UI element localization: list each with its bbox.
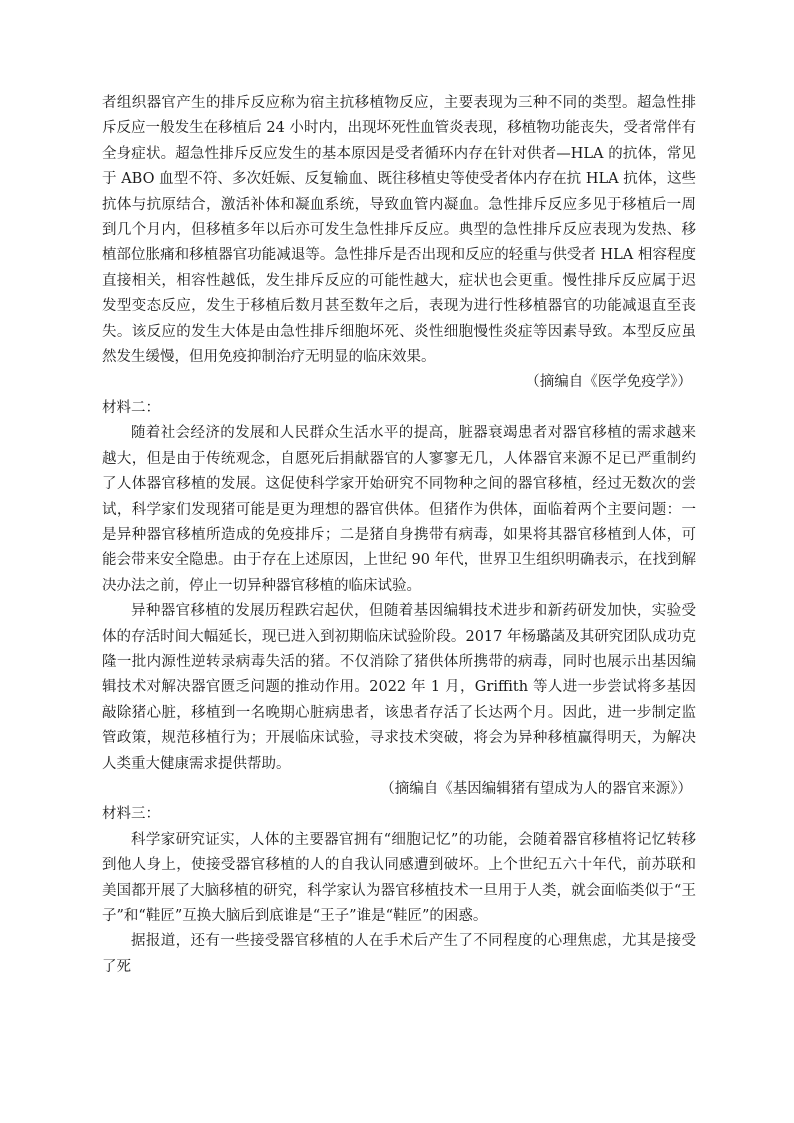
paragraph-2: 随着社会经济的发展和人民群众生活水平的提高，脏器衰竭患者对器官移植的需求越来越大，但是由于传统观念，自愿死后捐献器官的人寥寥无几，人体器官来源不足已严重制约了人体器官移植的发展。这促使科学家开始研究不同物种之间的器官移植，经过无数次的尝试，科学家们发现猪可能是更为理想的器官供体。但猪作为供体，面临着两个主要问题：一是异种器官移植所造成的免疫排斥；二是猪自身携带有病毒，如果将其器官移植到人体，可能会带来安全隐患。由于存在上述原因，上世纪 90 年代，世界卫生组织明确表示，在找到解决办法之前，停止一切异种器官移植的临床试验。: [102, 425, 696, 594]
source-citation-1: （摘编自《医学免疫学》）: [525, 374, 692, 391]
material-two-label: 材料二：: [102, 399, 160, 416]
material-three-label: 材料三：: [102, 806, 160, 823]
paragraph-3: 异种器官移植的发展历程跌宕起伏，但随着基因编辑技术进步和新药研发加快，实验受体的存活时间大幅延长，现已进入到初期临床试验阶段。2017 年杨璐菡及其研究团队成功克隆一批内源性逆转录病毒失活的猪。不仅消除了猪供体所携带的病毒，同时也展示出基因编辑技术对解决器官匮乏问题的推动作用。2022 年 1 月，Griffith 等人进一步尝试将多基因敲除猪心脏，移植到一名晚期心脏病患者，该患者存活了长达两个月。因此，进一步制定监管政策，规范移植行为；开展临床试验，寻求技术突破，将会为异种移植赢得明天，为解决人类重大健康需求提供帮助。: [102, 603, 696, 772]
paragraph-4: 科学家研究证实，人体的主要器官拥有“细胞记忆”的功能，会随着器官移植将记忆转移到他人身上，使接受器官移植的人的自我认同感遭到破坏。上个世纪五六十年代，前苏联和美国都开展了大脑移植的研究，科学家认为器官移植技术一旦用于人类，就会面临类似于“王子”和“鞋匠”互换大脑后到底谁是“王子”谁是“鞋匠”的困惑。: [102, 831, 696, 924]
source-citation-2: （摘编自《基因编辑猪有望成为人的器官来源》）: [380, 780, 692, 797]
document-body: [102, 91, 696, 980]
paragraph-1: 者组织器官产生的排斥反应称为宿主抗移植物反应，主要表现为三种不同的类型。超急性排斥反应一般发生在移植后 24 小时内，出现坏死性血管炎表现，移植物功能丧失，受者常伴有全身症状。超急性排斥反应发生的基本原因是受者循环内存在针对供者—HLA 的抗体，常见于 ABO 血型不符、多次妊娠、反复输血、既往移植史等使受者体内存在抗 HLA 抗体，这些抗体与抗原结合，激活补体和凝血系统，导致血管内凝血。急性排斥反应多见于移植后一周到几个月内，但移植多年以后亦可发生急性排斥反应。典型的急性排斥反应表现为发热、移植部位胀痛和移植器官功能减退等。急性排斥是否出现和反应的轻重与供受者 HLA 相容程度直接相关，相容性越低，发生排斥反应的可能性越大，症状也会更重。慢性排斥反应属于迟发型变态反应，发生于移植后数月甚至数年之后，表现为进行性移植器官的功能减退直至丧失。该反应的发生大体是由急性排斥细胞坏死、炎性细胞慢性炎症等因素导致。本型反应虽然发生缓慢，但用免疫抑制治疗无明显的临床效果。: [102, 95, 696, 366]
paragraph-5: 据报道，还有一些接受器官移植的人在手术后产生了不同程度的心理焦虑，尤其是接受了死: [102, 933, 696, 975]
